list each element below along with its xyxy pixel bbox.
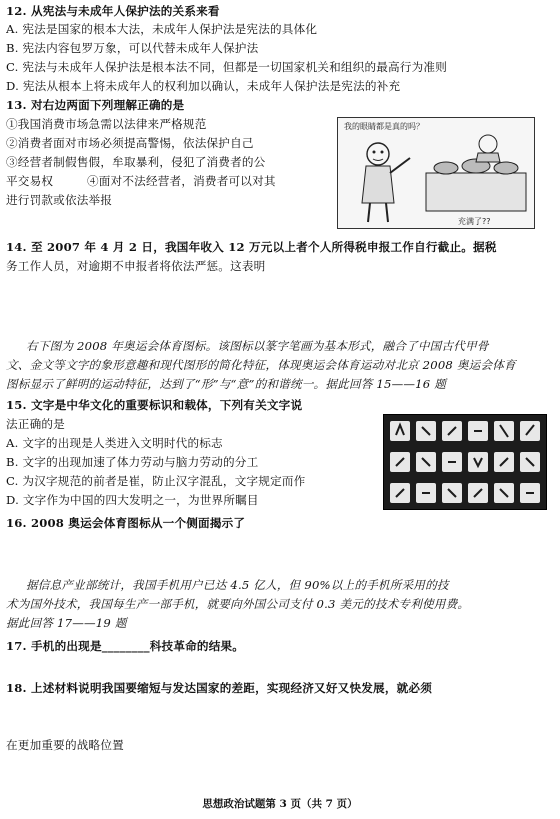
q12-option-c: C. 宪法与未成年人保护法是根本法不同，但都是一切国家机关和组织的最高行为准则: [6, 60, 448, 74]
q13-item-3: ③经营者制假售假，牟取暴利，侵犯了消费者的公: [6, 155, 266, 169]
q13-item-3-cont: 平交易权: [6, 174, 54, 188]
q15-stem: 15. 文字是中华文化的重要标识和载体，下列有关文字说: [6, 398, 303, 412]
q15-option-c: C. 为汉字规范的前者是崔，防止汉字混乱，文字规定而作: [6, 474, 306, 488]
passage1-line-2: 文、金文等文字的象形意趣和现代图形的简化特征，体现奥运会体育运动对北京 2008 奥运会体育: [6, 358, 516, 372]
q16-stem: 16. 2008 奥运会体育图标从一个侧面揭示了: [6, 516, 246, 530]
q13-cartoon: [337, 117, 535, 229]
q12-option-a: A. 宪法是国家的根本大法，未成年人保护法是宪法的具体化: [6, 22, 318, 36]
q12-option-b: B. 宪法内容包罗万象，可以代替未成年人保护法: [6, 41, 259, 55]
q13-item-4: ④面对不法经营者，消费者可以对其: [86, 174, 276, 188]
passage2-line-2: 术为国外技术，我国每生产一部手机，就要向外国公司支付 0.3 美元的技术专利使用费。: [6, 597, 470, 611]
cartoon-caption: 我的眼睛都是真的吗？: [344, 122, 424, 131]
q12-option-d: D. 宪法从根本上将未成年人的权利加以确认，未成年人保护法是宪法的补充: [6, 79, 401, 93]
passage1-line-3: 图标显示了鲜明的运动特征，达到了“形”与“意”的和谐统一。据此回答 15——16 题: [6, 377, 446, 391]
q12-stem: 12. 从宪法与未成年人保护法的关系来看: [6, 4, 220, 18]
passage2-line-3: 据此回答 17——19 题: [6, 616, 127, 630]
q14-stem-2: 务工作人员，对逾期不申报者将依法严惩。这表明: [6, 259, 266, 273]
q15-option-b: B. 文字的出现加速了体力劳动与脑力劳动的分工: [6, 455, 259, 469]
q13-item-3-4: [6, 174, 360, 189]
page-footer: 思想政治试题第 3 页（共 7 页）: [202, 798, 358, 810]
pictograms-grid: [384, 415, 546, 509]
q13-item-1: ①我国消费市场急需以法律来严格规范: [6, 117, 207, 131]
q13-stem: 13. 对右边两面下列理解正确的是: [6, 98, 185, 112]
passage2-line-1: 据信息产业部统计，我国手机用户已达 4.5 亿人，但 90%以上的手机所采用的技: [26, 578, 449, 592]
q15-option-d: D. 文字作为中国的四大发明之一，为世界所瞩目: [6, 493, 259, 507]
q13-item-2: ②消费者面对市场必须提高警惕，依法保护自己: [6, 136, 254, 150]
q18-item-4-cont: 在更加重要的战略位置: [6, 738, 124, 752]
q17-stem: 17. 手机的出现是________科技革命的结果。: [6, 639, 245, 653]
q15-stem-2: 法正确的是: [6, 417, 65, 431]
cartoon-drawing: [338, 118, 534, 228]
cartoon-bottom-text: 充满了??: [458, 217, 491, 226]
olympic-pictograms-image: [383, 414, 547, 510]
q14-stem-1: 14. 至 2007 年 4 月 2 日，我国年收入 12 万元以上者个人所得税申报工作自行截止。据税: [6, 240, 497, 254]
passage1-line-1: 右下图为 2008 年奥运会体育图标。该图标以篆字笔画为基本形式，融合了中国古代甲骨: [26, 339, 489, 353]
q13-item-4-cont: 进行罚款或依法举报: [6, 193, 113, 207]
q18-stem: 18. 上述材料说明我国要缩短与发达国家的差距，实现经济又好又快发展，就必须: [6, 681, 432, 695]
q15-option-a: A. 文字的出现是人类进入文明时代的标志: [6, 436, 223, 450]
